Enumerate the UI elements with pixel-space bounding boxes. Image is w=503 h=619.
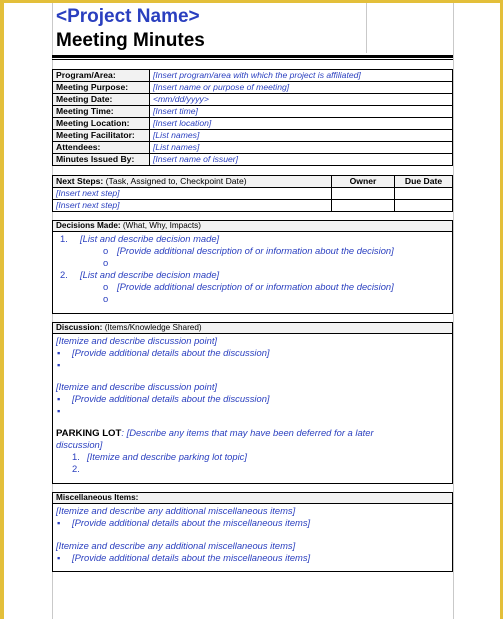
margin-guide-right <box>453 3 454 619</box>
info-row-facilitator <box>53 130 453 142</box>
discussion-subtitle: (Items/Knowledge Shared) <box>102 323 202 332</box>
info-row-date <box>53 94 453 106</box>
owner-cell[interactable] <box>332 188 395 200</box>
decision-item[interactable]: [List and describe decision made] <box>80 233 220 244</box>
info-value[interactable]: [Insert time] <box>150 106 453 118</box>
next-step-cell[interactable]: [Insert next step] <box>53 188 332 200</box>
parking-lot-line <box>56 427 374 439</box>
owner-column-header: Owner <box>332 176 395 188</box>
square-bullet-icon: ▪ <box>57 347 61 358</box>
info-label: Minutes Issued By: <box>53 154 150 166</box>
info-value[interactable]: [List names] <box>150 130 453 142</box>
title-rule-thick <box>52 55 453 58</box>
square-bullet-icon: ▪ <box>57 359 61 370</box>
info-value[interactable]: [List names] <box>150 142 453 154</box>
next-steps-header-row <box>53 176 453 188</box>
next-steps-subtitle: (Task, Assigned to, Checkpoint Date) <box>103 176 247 186</box>
misc-label: Miscellaneous Items: <box>56 493 139 502</box>
info-row-location <box>53 118 453 130</box>
info-value[interactable]: [Insert name or purpose of meeting] <box>150 82 453 94</box>
decisions-label: Decisions Made: <box>56 221 121 230</box>
sub-bullet: o <box>103 257 109 268</box>
due-date-cell[interactable] <box>395 188 453 200</box>
parking-lot-text-cont[interactable]: discussion] <box>56 439 103 450</box>
parking-lot-item[interactable]: [Itemize and describe parking lot topic] <box>87 451 247 462</box>
title-rule-thin <box>52 59 453 60</box>
project-name-title: <Project Name> <box>56 6 200 27</box>
info-row-time <box>53 106 453 118</box>
table-row <box>53 200 453 212</box>
info-row-purpose <box>53 82 453 94</box>
sub-bullet: o <box>103 293 109 304</box>
due-date-cell[interactable] <box>395 200 453 212</box>
info-value[interactable]: [Insert name of issuer] <box>150 154 453 166</box>
info-label: Meeting Location: <box>53 118 150 130</box>
info-label: Meeting Facilitator: <box>53 130 150 142</box>
owner-cell[interactable] <box>332 200 395 212</box>
info-label: Meeting Time: <box>53 106 150 118</box>
info-label: Attendees: <box>53 142 150 154</box>
info-value[interactable]: <mm/dd/yyyy> <box>150 94 453 106</box>
square-bullet-icon: ▪ <box>57 393 61 404</box>
square-bullet-icon: ▪ <box>57 517 61 528</box>
misc-section <box>52 492 453 572</box>
misc-header <box>53 493 452 504</box>
decision-number: 2. <box>60 269 68 280</box>
info-row-program <box>53 70 453 82</box>
decision-description[interactable]: [Provide additional description of or information about the decision] <box>117 245 394 256</box>
decision-item[interactable]: [List and describe decision made] <box>80 269 220 280</box>
table-row <box>53 188 453 200</box>
parking-number: 1. <box>72 451 80 462</box>
info-value[interactable]: [Insert location] <box>150 118 453 130</box>
next-steps-table <box>52 175 453 212</box>
margin-guide-header <box>366 3 367 53</box>
decision-description[interactable]: [Provide additional description of or information about the decision] <box>117 281 394 292</box>
meeting-info-table <box>52 69 453 166</box>
next-step-cell[interactable]: [Insert next step] <box>53 200 332 212</box>
info-value[interactable]: [Insert program/area with which the project is affiliated] <box>150 70 453 82</box>
info-label: Meeting Purpose: <box>53 82 150 94</box>
misc-detail[interactable]: [Provide additional details about the miscellaneous items] <box>72 517 311 528</box>
info-row-issuer <box>53 154 453 166</box>
next-steps-label: Next Steps: <box>56 176 104 186</box>
decisions-header <box>53 221 452 232</box>
meeting-minutes-title: Meeting Minutes <box>56 30 205 51</box>
discussion-detail[interactable]: [Provide additional details about the discussion] <box>72 393 270 404</box>
parking-lot-text[interactable]: : [Describe any items that may have been deferred for a later <box>121 427 374 438</box>
info-row-attendees <box>53 142 453 154</box>
next-steps-header <box>53 176 332 188</box>
parking-number: 2. <box>72 463 80 474</box>
misc-item[interactable]: [Itemize and describe any additional miscellaneous items] <box>56 505 296 516</box>
decision-number: 1. <box>60 233 68 244</box>
discussion-section <box>52 322 453 484</box>
sub-bullet: o <box>103 281 109 292</box>
square-bullet-icon: ▪ <box>57 552 61 563</box>
decisions-section <box>52 220 453 314</box>
discussion-header <box>53 323 452 334</box>
parking-lot-label: PARKING LOT <box>56 428 122 439</box>
discussion-point[interactable]: [Itemize and describe discussion point] <box>56 381 218 392</box>
info-label: Program/Area: <box>53 70 150 82</box>
discussion-point[interactable]: [Itemize and describe discussion point] <box>56 335 218 346</box>
discussion-detail[interactable]: [Provide additional details about the discussion] <box>72 347 270 358</box>
discussion-label: Discussion: <box>56 323 103 332</box>
misc-item[interactable]: [Itemize and describe any additional miscellaneous items] <box>56 540 296 551</box>
sub-bullet: o <box>103 245 109 256</box>
decisions-subtitle: (What, Why, Impacts) <box>120 221 201 230</box>
due-date-column-header: Due Date <box>395 176 453 188</box>
info-label: Meeting Date: <box>53 94 150 106</box>
misc-detail[interactable]: [Provide additional details about the miscellaneous items] <box>72 552 311 563</box>
square-bullet-icon: ▪ <box>57 405 61 416</box>
